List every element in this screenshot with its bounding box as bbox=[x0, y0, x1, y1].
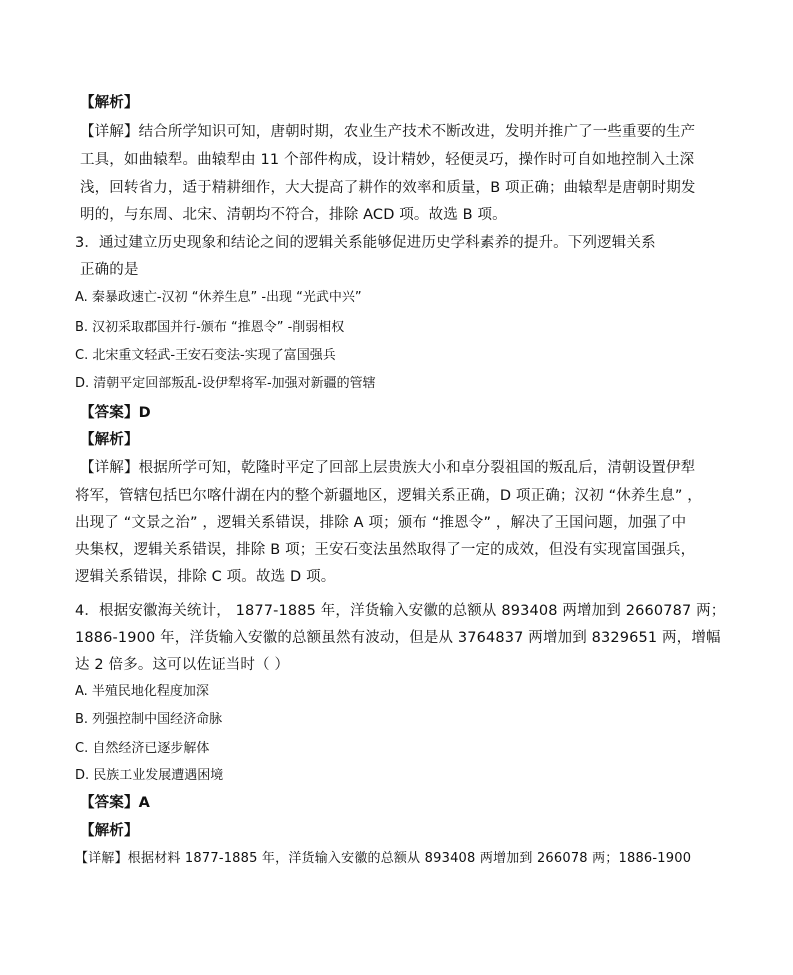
detail-line: 明的，与东周、北宋、清朝均不符合，排除 ACD 项。故选 B 项。 bbox=[80, 207, 507, 223]
analysis-tag: 【解析】 bbox=[80, 95, 139, 111]
question-3-option-a: A. 秦暴政速亡-汉初 “休养生息” -出现 “光武中兴” bbox=[75, 290, 362, 305]
question-3-detail-line: 将军，管辖包括巴尔喀什湖在内的整个新疆地区，逻辑关系正确，D 项正确；汉初 “休养生息” ， bbox=[75, 488, 702, 504]
detail-line: 【详解】结合所学知识可知，唐朝时期，农业生产技术不断改进，发明并推广了一些重要的生产 bbox=[80, 124, 696, 140]
question-4-option-d: D. 民族工业发展遭遇困境 bbox=[75, 768, 224, 783]
question-4-analysis-tag: 【解析】 bbox=[80, 823, 139, 839]
question-3-analysis-tag: 【解析】 bbox=[80, 432, 139, 448]
question-3-stem-cont: 正确的是 bbox=[80, 262, 139, 278]
question-4-detail-line: 【详解】根据材料 1877-1885 年，洋货输入安徽的总额从 893408 两增加到 266078 两；1886-1900 bbox=[75, 851, 692, 866]
question-4-answer: 【答案】A bbox=[80, 795, 150, 811]
detail-line: 工具，如曲辕犁。曲辕犁由 11 个部件构成，设计精妙，轻便灵巧，操作时可自如地控制入土深 bbox=[80, 152, 695, 168]
question-3-option-d: D. 清朝平定回部叛乱-设伊犁将军-加强对新疆的管辖 bbox=[75, 376, 376, 391]
question-3-detail-line: 央集权，逻辑关系错误，排除 B 项；王安石变法虽然取得了一定的成效，但没有实现富国强兵， bbox=[75, 542, 696, 558]
question-4-option-b: B. 列强控制中国经济命脉 bbox=[75, 712, 223, 727]
question-3-option-b: B. 汉初采取郡国并行-颁布 “推恩令” -削弱相权 bbox=[75, 320, 345, 335]
question-4-option-c: C. 自然经济已逐步解体 bbox=[75, 741, 210, 756]
detail-line: 浅，回转省力，适于精耕细作，大大提高了耕作的效率和质量，B 项正确；曲辕犁是唐朝时期发 bbox=[80, 180, 696, 196]
question-4-option-a: A. 半殖民地化程度加深 bbox=[75, 684, 209, 699]
question-4-stem: 1886-1900 年，洋货输入安徽的总额虽然有波动，但是从 3764837 两增加到 8329651 两，增幅 bbox=[75, 630, 721, 646]
question-4-stem: 达 2 倍多。这可以佐证当时（ ） bbox=[75, 657, 290, 673]
question-3-option-c: C. 北宋重文轻武-王安石变法-实现了富国强兵 bbox=[75, 348, 336, 363]
question-3-detail-line: 出现了 “文景之治” ，逻辑关系错误，排除 A 项；颁布 “推恩令” ，解决了王国问题，加强了中 bbox=[75, 515, 687, 531]
question-3-detail-line: 【详解】根据所学可知，乾隆时平定了回部上层贵族大小和卓分裂祖国的叛乱后，清朝设置伊犁 bbox=[80, 460, 696, 476]
question-3-answer: 【答案】D bbox=[80, 405, 151, 421]
question-4-stem: 4．根据安徽海关统计， 1877-1885 年，洋货输入安徽的总额从 893408 两增加到 2660787 两； bbox=[75, 603, 726, 619]
question-3-stem: 3．通过建立历史现象和结论之间的逻辑关系能够促进历史学科素养的提升。下列逻辑关系 bbox=[75, 235, 656, 251]
question-3-detail-line: 逻辑关系错误，排除 C 项。故选 D 项。 bbox=[75, 569, 336, 585]
